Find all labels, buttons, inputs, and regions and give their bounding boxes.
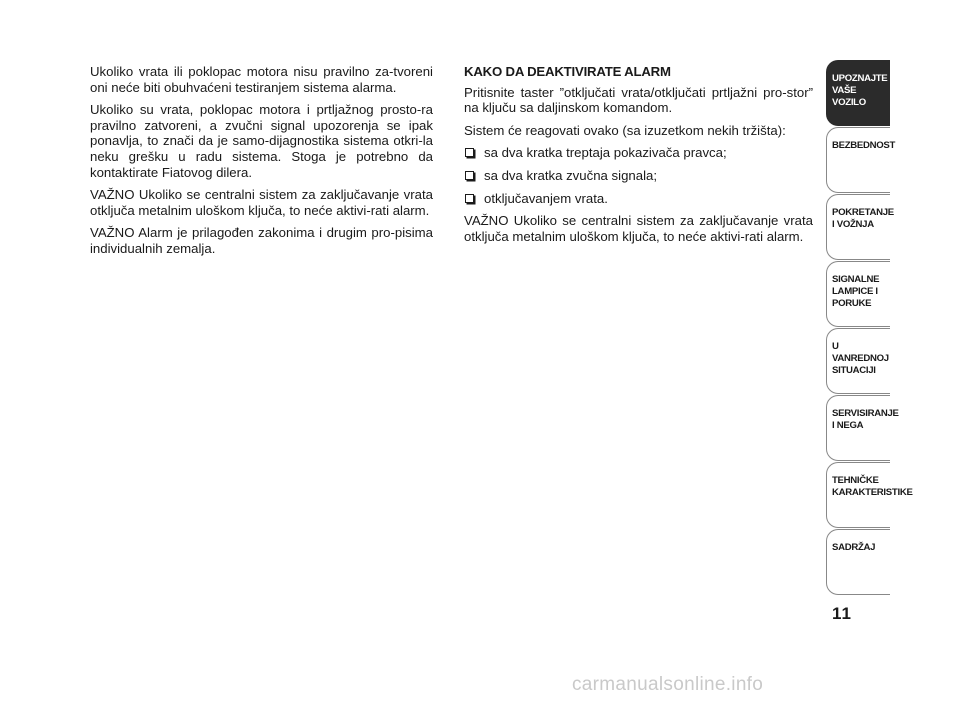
paragraph-system-reaction: Sistem će reagovati ovako (sa izuzetkom nekih tržišta): (464, 122, 786, 138)
tab-servisiranje-i-nega[interactable]: SERVISIRANJE I NEGA (826, 395, 890, 461)
checkbox-bullet-icon (465, 148, 474, 157)
bullet-item (464, 145, 813, 161)
paragraph-important-key-insert: VAŽNO Ukoliko se centralni sistem za zaključavanje vrata otključa metalnim uloškom ključa, to neće aktivi-rati alarm. (90, 187, 433, 218)
paragraph-doors-not-closed: Ukoliko vrata ili poklopac motora nisu pravilno za-tvoreni oni neće biti obuhvaćeni testiranjem sistema alarma. (90, 64, 433, 95)
chapter-tabs (826, 60, 913, 596)
watermark: carmanualsonline.info (572, 674, 764, 695)
tab-tehnicke-karakteristike[interactable]: TEHNIČKE KARAKTERISTIKE (826, 462, 890, 528)
paragraph-important-regulations: VAŽNO Alarm je prilagođen zakonima i drugim pro-pisima individualnih zemalja. (90, 225, 433, 256)
tab-bezbednost[interactable]: BEZBEDNOST (826, 127, 890, 193)
paragraph-self-diagnostics: Ukoliko su vrata, poklopac motora i prtljažnog prosto-ra pravilno zatvoreni, a zvučni signal upozorenja se ipak ponavlja, to znači da je samo-dijagnostika sistema otkri-la neku grešku u radu sistema. Stoga je potrebno da kontaktirate Fiatovog dilera. (90, 102, 433, 180)
paragraph-press-button: Pritisnite taster ”otključati vrata/otključati prtljažni pro-stor” na ključu sa daljinskom komandom. (464, 84, 813, 116)
checkbox-bullet-icon (465, 171, 474, 180)
bullet-item (464, 191, 813, 207)
bullet-text: sa dva kratka treptaja pokazivača pravca; (484, 145, 727, 161)
page-number: 11 (832, 604, 852, 623)
checkbox-bullet-icon (465, 194, 474, 203)
tab-upoznajte-vase-vozilo[interactable]: UPOZNAJTE VAŠE VOZILO (826, 60, 890, 126)
bullet-text: otključavanjem vrata. (484, 190, 608, 206)
tab-signalne-lampice[interactable]: SIGNALNE LAMPICE I PORUKE (826, 261, 890, 327)
right-column (464, 64, 813, 251)
left-column (90, 64, 433, 264)
section-heading: KAKO DA DEAKTIVIRATE ALARM (464, 64, 671, 79)
tab-sadrzaj[interactable]: SADRŽAJ (826, 529, 890, 595)
tab-u-vanrednoj-situaciji[interactable]: U VANREDNOJ SITUACIJI (826, 328, 890, 394)
paragraph-important-key-insert-2: VAŽNO Ukoliko se centralni sistem za zaključavanje vrata otključa metalnim uloškom ključa, to neće aktivi-rati alarm. (464, 213, 813, 244)
tab-pokretanje-i-voznja[interactable]: POKRETANJE I VOŽNJA (826, 194, 890, 260)
bullet-item (464, 168, 813, 184)
bullet-text: sa dva kratka zvučna signala; (484, 167, 657, 183)
